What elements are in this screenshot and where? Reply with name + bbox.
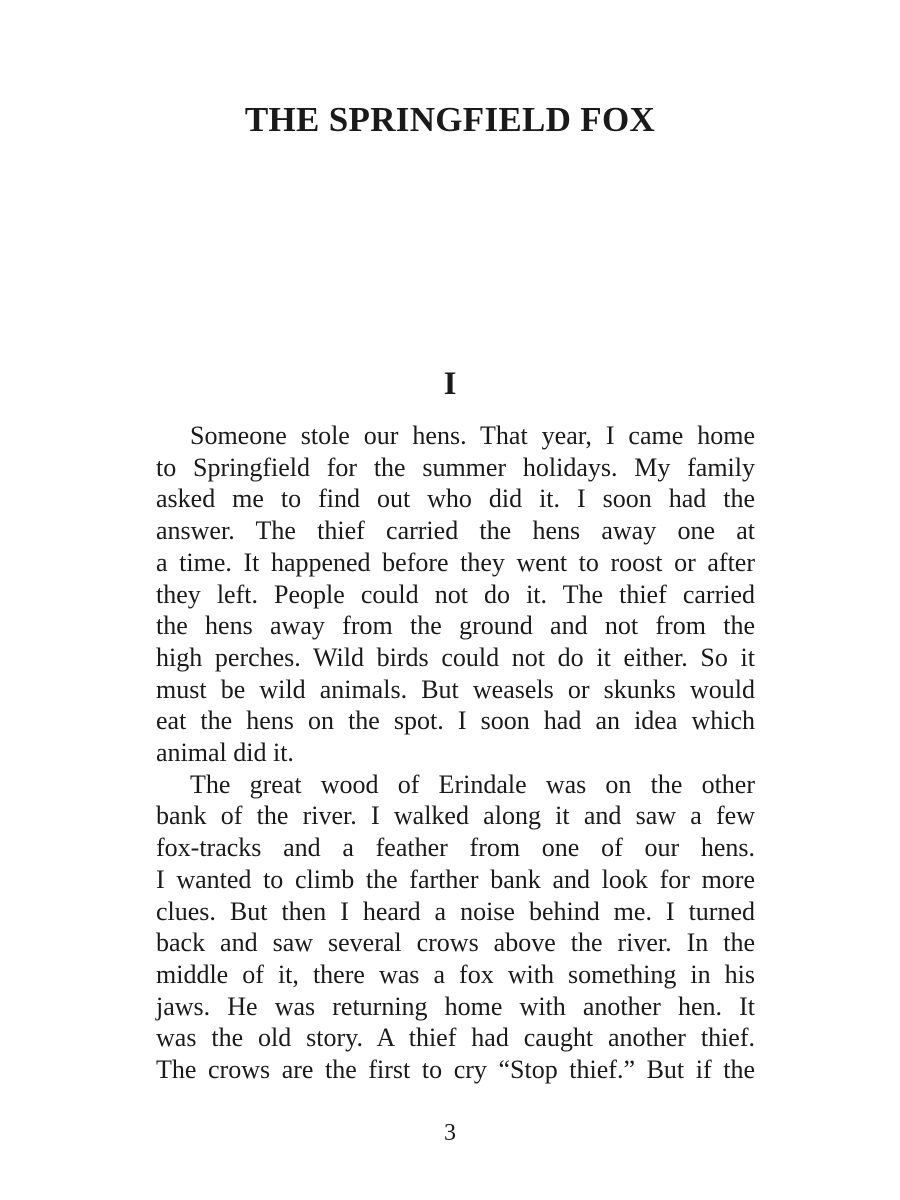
text-line: asked me to find out who did it. I soon had the bbox=[156, 484, 755, 514]
text-line: I wanted to climb the farther bank and look for more bbox=[156, 864, 755, 894]
text-line: was the old story. A thief had caught another thief. bbox=[156, 1023, 755, 1053]
body-text bbox=[156, 420, 755, 1086]
text-line: animal did it. bbox=[156, 738, 294, 768]
text-line: jaws. He was returning home with another hen. It bbox=[156, 991, 755, 1021]
text-line: bank of the river. I walked along it and saw a few bbox=[156, 801, 755, 831]
text-line: must be wild animals. But weasels or skunks would bbox=[156, 674, 755, 704]
text-line: fox-tracks and a feather from one of our hens. bbox=[156, 833, 755, 863]
text-line: The great wood of Erindale was on the other bbox=[190, 769, 755, 799]
text-line: clues. But then I heard a noise behind me. I turned bbox=[156, 896, 755, 926]
book-title: THE SPRINGFIELD FOX bbox=[244, 100, 656, 139]
text-line: the hens away from the ground and not from the bbox=[156, 611, 755, 641]
text-line: middle of it, there was a fox with something in his bbox=[156, 959, 755, 989]
page-number: 3 bbox=[444, 1120, 456, 1146]
text-line: answer. The thief carried the hens away one at bbox=[156, 516, 755, 546]
text-line: high perches. Wild birds could not do it either. So it bbox=[156, 642, 755, 672]
text-line: eat the hens on the spot. I soon had an idea which bbox=[156, 706, 755, 736]
text-line: to Springfield for the summer holidays. My family bbox=[156, 452, 755, 482]
text-line: a time. It happened before they went to roost or after bbox=[156, 547, 755, 577]
text-line: they left. People could not do it. The thief carried bbox=[156, 579, 755, 609]
text-line: The crows are the first to cry “Stop thief.” But if the bbox=[156, 1055, 755, 1085]
chapter-heading: I bbox=[443, 366, 457, 402]
text-line: Someone stole our hens. That year, I came home bbox=[190, 421, 755, 450]
text-line: back and saw several crows above the river. In the bbox=[156, 928, 755, 958]
